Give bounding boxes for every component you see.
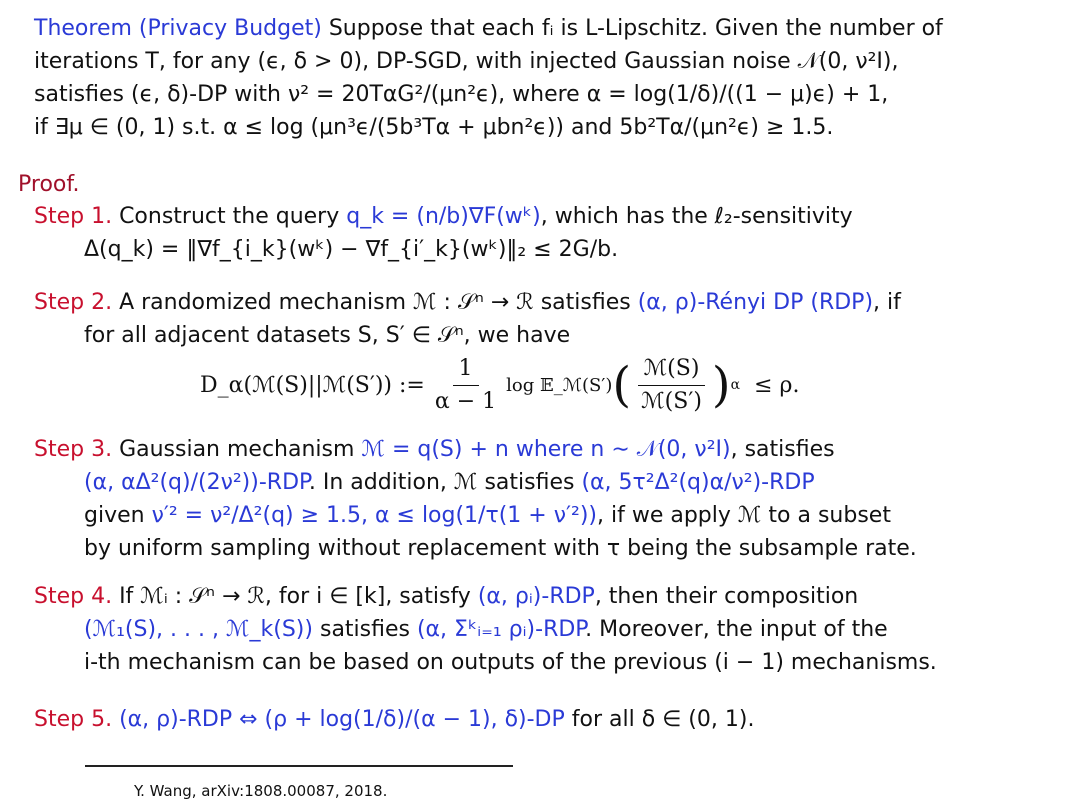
- step-1-query: q_k = (n/b)∇F(wᵏ): [346, 204, 541, 229]
- step-3-text-post: , satisfies: [730, 437, 835, 462]
- step-2-text-post: , if: [873, 290, 901, 315]
- theorem-line-3: satisfies (ϵ, δ)-DP with ν² = 20TαG²/(μn²ϵ), where α = log(1/δ)/((1 − μ)ϵ) + 1,: [34, 82, 889, 107]
- step-5-equivalence: (α, ρ)-RDP ⇔ (ρ + log(1/δ)/(α − 1), δ)-DP: [112, 707, 565, 732]
- step-1-text-post: , which has the ℓ₂-sensitivity: [540, 204, 853, 229]
- step-3-label: Step 3.: [34, 437, 113, 462]
- step-1-text-pre: Construct the query: [112, 204, 347, 229]
- step-2-line-2: for all adjacent datasets S, S′ ∈ 𝒮ⁿ, we have: [84, 323, 571, 348]
- theorem-block: [34, 12, 943, 144]
- eq-right-paren: ): [711, 357, 731, 413]
- footnote: Y. Wang, arXiv:1808.00087, 2018.: [134, 782, 388, 800]
- step-4: [34, 580, 937, 679]
- theorem-line-1: [34, 12, 943, 45]
- step-4-line-2-post: . Moreover, the input of the: [585, 617, 888, 642]
- eq-frac-num: 1: [453, 355, 479, 386]
- step-3-line-4: by uniform sampling without replacement with τ being the subsample rate.: [84, 536, 917, 561]
- renyi-divergence-equation: [200, 350, 799, 420]
- eq-exponent: α: [730, 377, 741, 393]
- step-3-line-2-mid: . In addition, ℳ satisfies: [308, 470, 582, 495]
- theorem-title: Theorem (Privacy Budget): [34, 16, 322, 41]
- step-3-rdp-1: (α, αΔ²(q)/(2ν²))-RDP: [84, 470, 309, 495]
- step-5-label: Step 5.: [34, 707, 113, 732]
- step-2-label: Step 2.: [34, 290, 113, 315]
- eq-ratio-num: ℳ(S): [638, 355, 706, 386]
- step-4-rdp: (α, ρᵢ)-RDP: [477, 584, 595, 609]
- proof-label: Proof.: [18, 172, 80, 197]
- eq-log-expect: log 𝔼_ℳ(S′): [506, 374, 613, 396]
- theorem-line-2: iterations T, for any (ϵ, δ > 0), DP-SGD, with injected Gaussian noise 𝒩(0, ν²I),: [34, 49, 899, 74]
- step-3-text-pre: Gaussian mechanism: [112, 437, 362, 462]
- eq-ratio: [635, 355, 708, 416]
- step-3-mechanism: ℳ = q(S) + n where n ∼ 𝒩(0, ν²I): [361, 437, 731, 462]
- eq-rhs: ≤ ρ.: [754, 372, 800, 398]
- step-5: [34, 703, 754, 736]
- eq-lhs: D_α(ℳ(S)||ℳ(S′)) :=: [200, 372, 425, 398]
- step-4-line-2-mid: satisfies: [312, 617, 417, 642]
- step-1-sensitivity: Δ(q_k) = ‖∇f_{i_k}(wᵏ) − ∇f_{i′_k}(wᵏ)‖₂ ≤ 2G/b.: [84, 237, 619, 262]
- step-4-text-post: , then their composition: [594, 584, 859, 609]
- step-2-rdp: (α, ρ)-Rényi DP (RDP): [637, 290, 874, 315]
- step-1: [34, 200, 853, 266]
- step-4-line-3: i-th mechanism can be based on outputs of the previous (i − 1) mechanisms.: [84, 650, 937, 675]
- step-3-line-3-pre: given: [84, 503, 152, 528]
- step-3-condition: ν′² = ν²/Δ²(q) ≥ 1.5, α ≤ log(1/τ(1 + ν′²)): [151, 503, 597, 528]
- eq-fraction: [429, 355, 502, 416]
- step-5-text-post: for all δ ∈ (0, 1).: [564, 707, 755, 732]
- step-4-label: Step 4.: [34, 584, 113, 609]
- step-4-composition: (ℳ₁(S), . . . , ℳ_k(S)): [84, 617, 313, 642]
- step-4-sum-rdp: (α, Σᵏᵢ₌₁ ρᵢ)-RDP: [416, 617, 586, 642]
- eq-ratio-den: ℳ(S′): [641, 388, 702, 414]
- step-2: [34, 286, 901, 352]
- theorem-line-4: if ∃μ ∈ (0, 1) s.t. α ≤ log (μn³ϵ/(5b³Tα + μbn²ϵ)) and 5b²Tα/(μn²ϵ) ≥ 1.5.: [34, 115, 834, 140]
- step-4-text-pre: If ℳᵢ : 𝒮ⁿ → ℛ, for i ∈ [k], satisfy: [112, 584, 478, 609]
- theorem-line-1-text: Suppose that each fᵢ is L-Lipschitz. Given the number of: [321, 16, 943, 41]
- step-2-text-pre: A randomized mechanism ℳ : 𝒮ⁿ → ℛ satisfies: [112, 290, 638, 315]
- eq-left-paren: (: [612, 357, 632, 413]
- step-3: [34, 433, 917, 565]
- step-3-rdp-2: (α, 5τ²Δ²(q)α/ν²)-RDP: [581, 470, 815, 495]
- eq-frac-den: α − 1: [434, 388, 497, 414]
- footnote-rule: [85, 765, 513, 767]
- step-3-line-3-post: , if we apply ℳ to a subset: [596, 503, 891, 528]
- step-1-label: Step 1.: [34, 204, 113, 229]
